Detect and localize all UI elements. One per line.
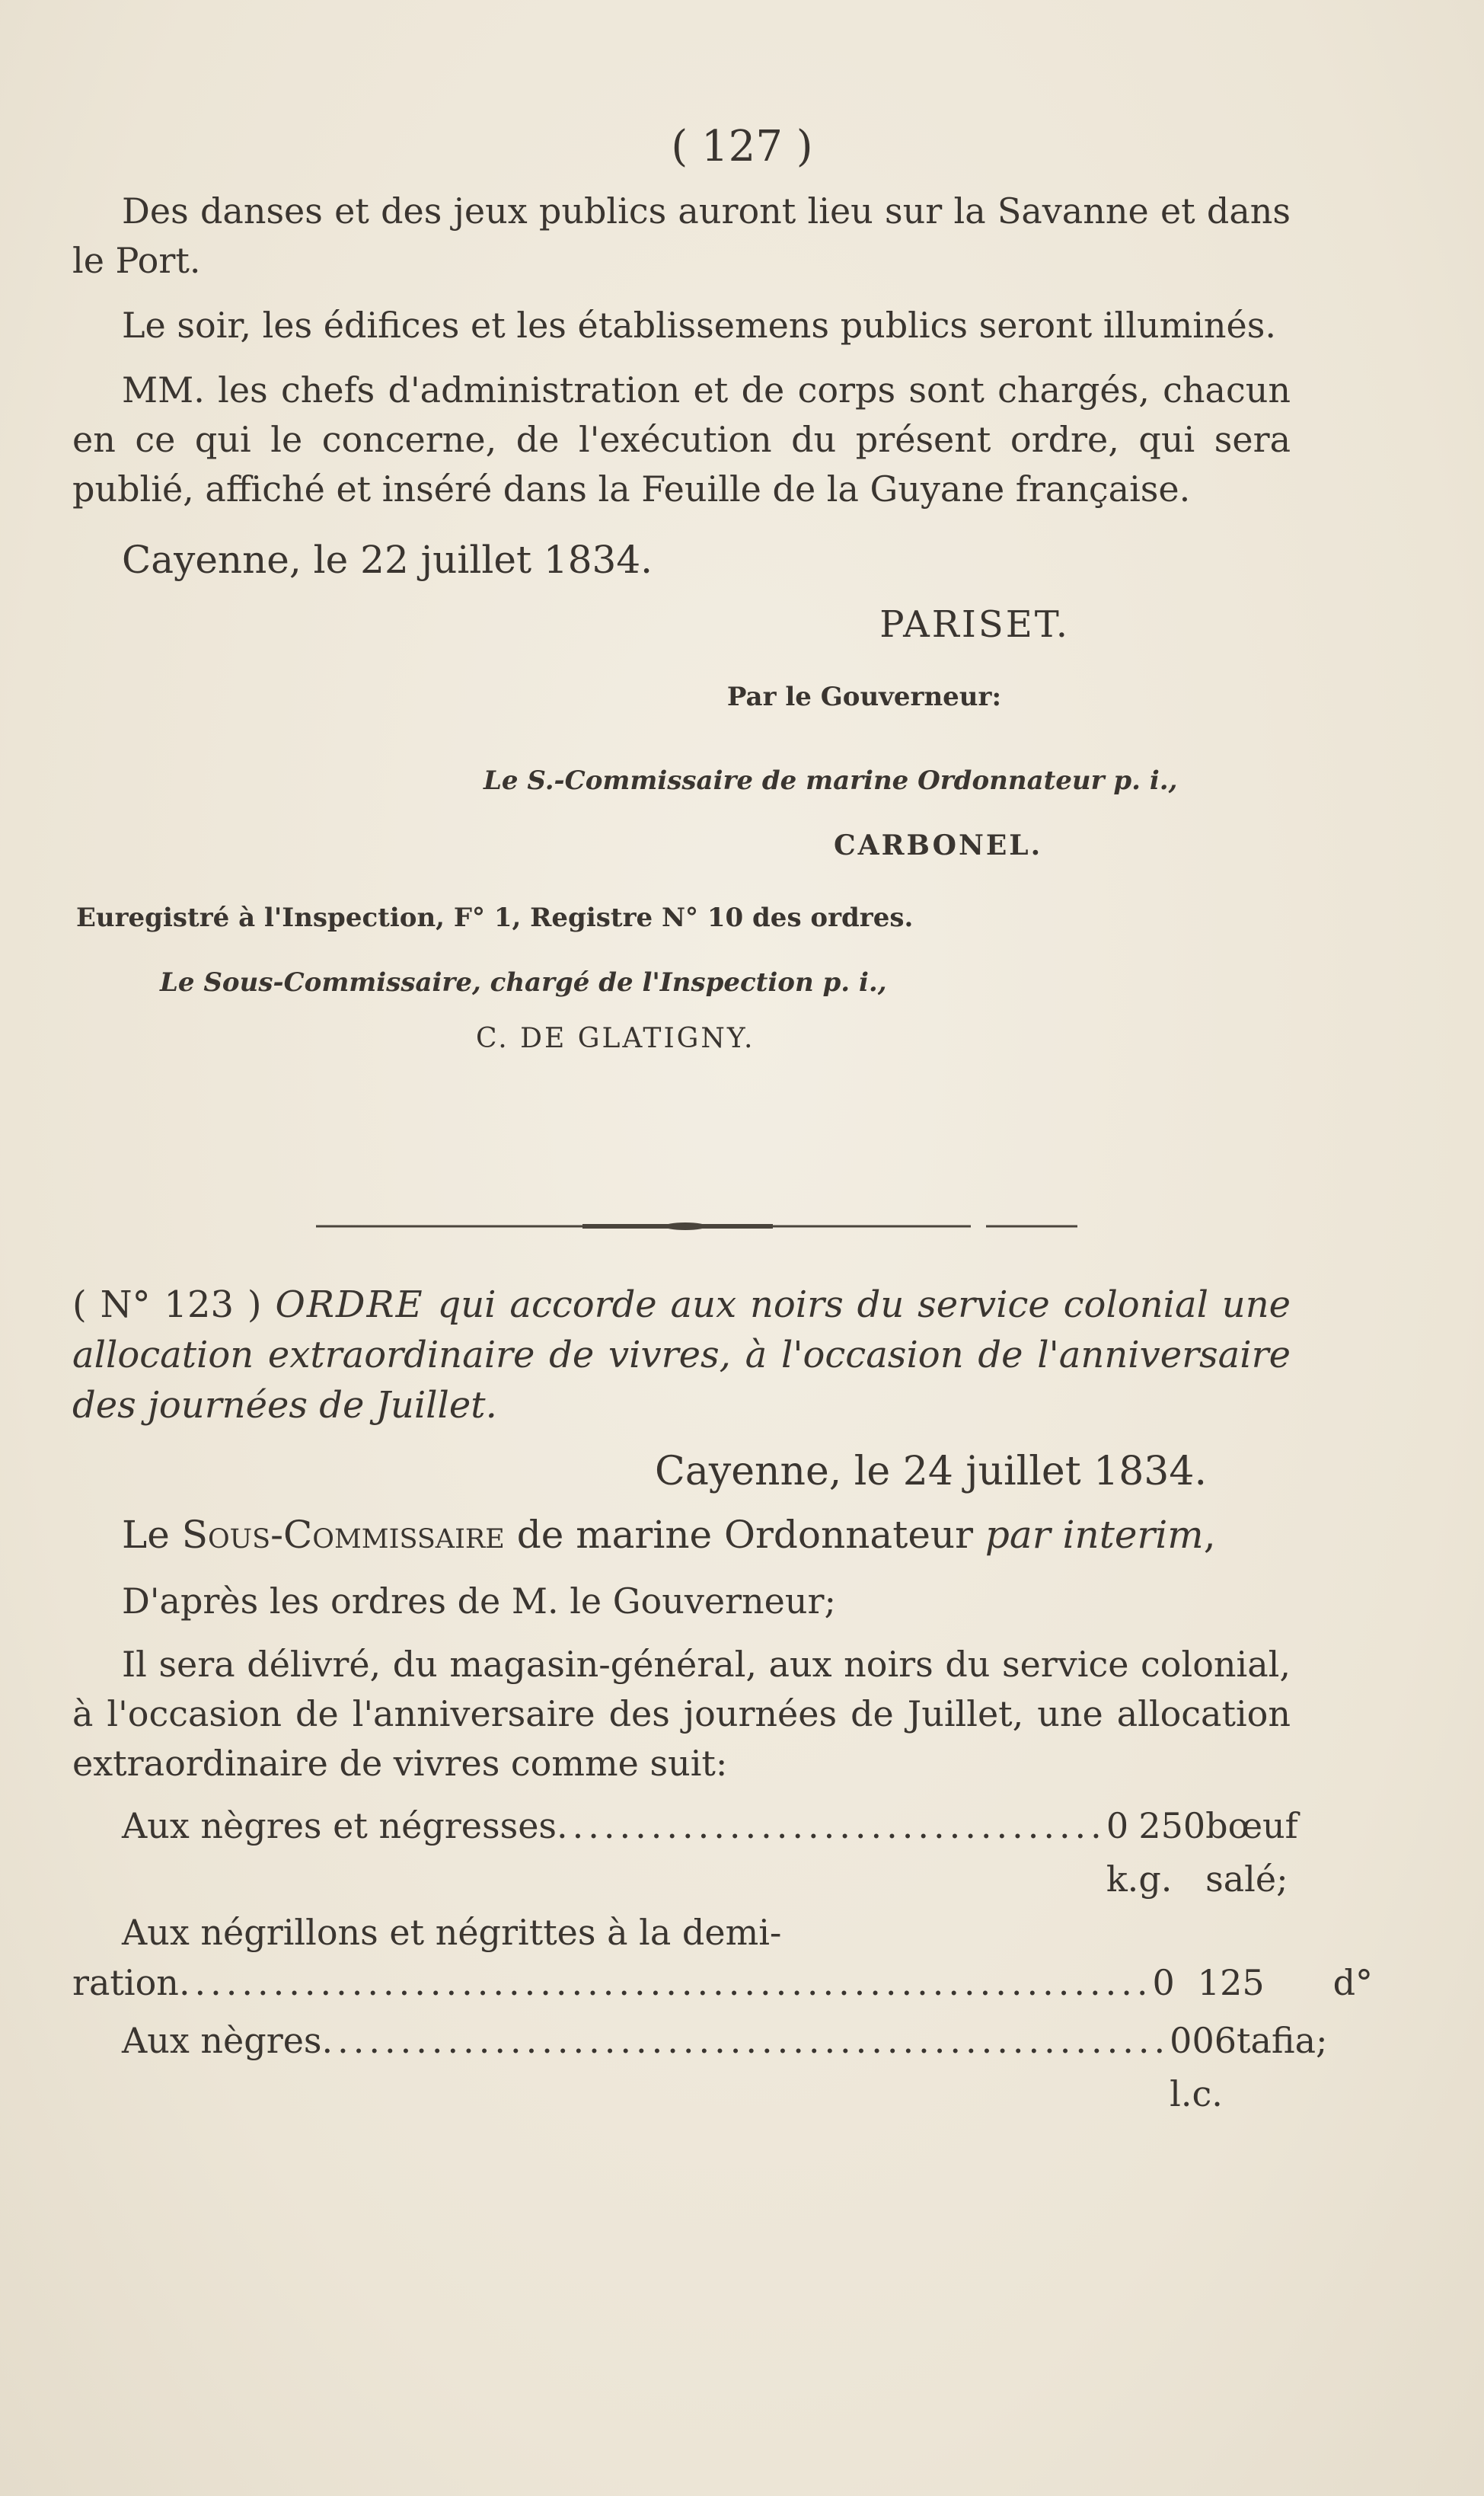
paragraph-distribution: Il sera délivré, du magasin-général, aux noirs du service colonial, à l'occasion de l'anniversaire des journées de Juillet, une allocation extraordinaire de vivres comme suit:: [72, 1644, 1291, 1784]
order-heading: [72, 1280, 1291, 1430]
intro-title: Sous-Commissaire: [181, 1513, 505, 1557]
order-word: ORDRE: [275, 1283, 424, 1326]
intro-rest: de marine Ordonnateur: [516, 1513, 974, 1557]
commissaire-name: CARBONEL.: [834, 829, 1043, 861]
commissaire-title: Le S.-Commissaire de marine Ordonnateur p. i.,: [483, 765, 1178, 796]
paragraph-orders: D'après les ordres de M. le Gouverneur;: [122, 1580, 836, 1622]
intro-prefix: Le: [122, 1513, 170, 1557]
section-order-123: [72, 1280, 1374, 2120]
registration-line: Euregistré à l'Inspection, F° 1, Registre N° 10 des ordres.: [76, 903, 914, 933]
section-divider: [316, 1223, 1077, 1229]
list-item-line1: Aux négrillons et négrittes à la demi-: [122, 1912, 782, 1953]
order-description: qui accorde aux noirs du service colonial une allocation extraordinaire de vivres, à l'occasion de l'anniversaire des journées de Juillet.: [72, 1283, 1291, 1427]
intro-end: ,: [1203, 1513, 1216, 1557]
list-item: Aux nègres ...................................................... 0 l. 06 c. tafia;: [122, 2020, 1328, 2114]
date-cayenne-22: Cayenne, le 22 juillet 1834.: [122, 538, 653, 582]
page-number: ( 127 ): [671, 122, 813, 171]
order-number: ( N° 123 ): [72, 1283, 262, 1326]
signature-pariset: PARISET.: [879, 603, 1070, 646]
list-item: Aux nègres et négresses ................................... 0 k. 250 g. bœuf salé;: [122, 1805, 1298, 1900]
allocation-list: [72, 1799, 1374, 2120]
inspector-name: C. DE GLATIGNY.: [476, 1023, 755, 1054]
date-cayenne-24: Cayenne, le 24 juillet 1834.: [655, 1449, 1207, 1494]
paragraph-danses: Des danses et des jeux publics auront lieu sur la Savanne et dans le Port.: [72, 190, 1291, 281]
paragraph-execution: MM. les chefs d'administration et de corps sont chargés, chacun en ce qui le concerne, de l'exécution du présent ordre, qui sera publié, affiché et inséré dans la Feuille de la Guyane française.: [72, 369, 1291, 510]
intro-italic: par interim: [985, 1513, 1204, 1557]
section-festivities: [72, 187, 1291, 1063]
inspector-title: Le Sous-Commissaire, chargé de l'Inspection p. i.,: [160, 967, 887, 998]
by-governor-line: Par le Gouverneur:: [726, 682, 1001, 712]
intro-line: [72, 1510, 1291, 1560]
paragraph-illumination: Le soir, les édifices et les établissemens publics seront illuminés.: [122, 305, 1277, 346]
list-item: ration .............................................................. 0 125 d°: [72, 1962, 1374, 2003]
